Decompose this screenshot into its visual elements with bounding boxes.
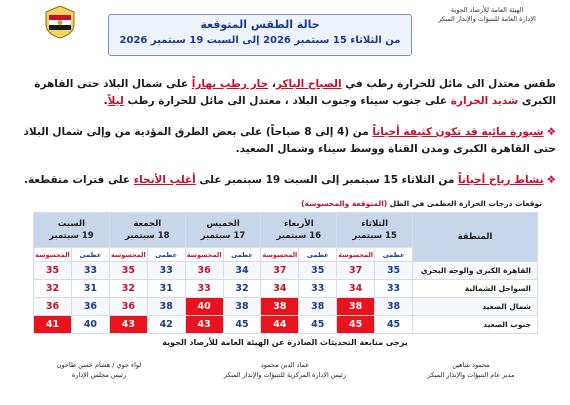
table-row — [34, 262, 538, 280]
max-temp-value: 45 — [223, 316, 261, 334]
felt-temp-value: 43 — [185, 316, 223, 334]
felt-temp-value: 37 — [261, 262, 299, 280]
day-name: السبت — [57, 219, 86, 229]
p1-text-7: على جنوب سيناء وجنوب البلاد ، معتدل الى مائل للحرارة رطب — [123, 95, 451, 107]
signature-right — [386, 360, 556, 380]
max-temp-value: 35 — [299, 262, 337, 280]
felt-temp-value: 36 — [109, 298, 147, 316]
p3-text-1: نشاط رياح أحياناً — [458, 174, 544, 186]
max-temp-label: عظمى — [375, 248, 413, 262]
max-temp-value: 33 — [299, 280, 337, 298]
max-temp-value: 33 — [71, 262, 109, 280]
max-temp-label: عظمى — [299, 248, 337, 262]
max-temp-value: 42 — [147, 316, 185, 334]
signer-name: عماد الدين محمود — [260, 361, 310, 369]
felt-temp-value: 35 — [34, 262, 72, 280]
max-temp-label: عظمى — [71, 248, 109, 262]
p3-text-3: أغلب الأنحاء — [133, 174, 196, 186]
bullet-icon: ❖ — [546, 126, 556, 138]
caption-highlight: (المتوقعة والمحسوسة) — [301, 199, 388, 208]
day-name: الثلاثاء — [361, 219, 388, 229]
felt-temp-value: 44 — [261, 316, 299, 334]
day-date: 19 سبتمبر — [49, 231, 94, 241]
day-date: 15 سبتمبر — [352, 231, 397, 241]
p2-text-2: من (4 إلى 8 صباحاً) على بعض الطرق المؤدية من وإلى شمال البلاد حتى القاهرة الكبرى ومدن القناة ووسط سيناء وشمال الصعيد. — [23, 126, 556, 155]
max-temp-value: 35 — [375, 262, 413, 280]
org-line-1: الهيئة العامة للأرصاد الجوية — [450, 6, 524, 14]
felt-temp-label: المحسوسة — [261, 248, 299, 262]
general-forecast-paragraph — [16, 76, 556, 110]
table-caption — [301, 199, 542, 208]
page-title: حالة الطقس المتوقعة — [200, 18, 320, 31]
day-header — [337, 213, 413, 248]
signer-name: لواء جوي / هشام حسن طاحون — [56, 361, 142, 369]
felt-temp-label: المحسوسة — [109, 248, 147, 262]
felt-temp-value: 33 — [185, 280, 223, 298]
day-header-row — [34, 213, 538, 248]
signer-name: محمود شاهين — [452, 361, 490, 369]
day-name: الأربعاء — [283, 219, 314, 229]
max-temp-value: 40 — [71, 316, 109, 334]
felt-temp-label: المحسوسة — [337, 248, 375, 262]
follow-updates-note: يرجى متابعة التحديثات الصادرة عن الهيئة العامة للأرصاد الجوية — [162, 338, 408, 347]
felt-temp-value: 43 — [109, 316, 147, 334]
fog-warning-paragraph — [16, 124, 556, 158]
max-temp-value: 38 — [299, 298, 337, 316]
felt-temp-value: 45 — [337, 316, 375, 334]
max-temp-value: 34 — [223, 262, 261, 280]
signer-title: مدير عام التنبؤات والإنذار المبكر — [427, 371, 515, 379]
signature-center — [200, 360, 370, 380]
p1-text-6: شديد الحرارة — [450, 95, 519, 107]
table-body — [34, 262, 538, 334]
felt-temp-label: المحسوسة — [34, 248, 72, 262]
temperature-table — [33, 212, 538, 334]
max-temp-value: 45 — [299, 316, 337, 334]
p1-text-9: . — [103, 95, 108, 107]
max-temp-value: 38 — [223, 298, 261, 316]
day-header — [109, 213, 185, 248]
max-temp-label: عظمى — [147, 248, 185, 262]
forecast-period: من الثلاثاء 15 سبتمبر 2026 إلى السبت 19 سبتمبر 2026 — [119, 35, 401, 46]
meteorology-logo-icon — [40, 4, 80, 40]
table-row — [34, 298, 538, 316]
felt-temp-value: 34 — [337, 280, 375, 298]
p1-text-2: الصباح الباكر — [275, 78, 342, 90]
p1-text-5: على شمال البلاد حتى القاهرة الكبرى — [34, 78, 556, 107]
bullet-icon: ❖ — [546, 174, 556, 186]
felt-temp-value: 37 — [337, 262, 375, 280]
region-name: السواحل الشمالية — [413, 280, 538, 298]
p2-text-1: شبورة مائية قد تكون كثيفة أحياناً — [372, 126, 544, 138]
felt-temp-value: 34 — [261, 280, 299, 298]
day-header — [261, 213, 337, 248]
table-row — [34, 316, 538, 334]
day-date: 17 سبتمبر — [200, 231, 246, 241]
max-temp-value: 31 — [147, 280, 185, 298]
max-temp-value: 32 — [223, 280, 261, 298]
felt-temp-value: 36 — [185, 262, 223, 280]
table-row — [34, 280, 538, 298]
day-header — [34, 213, 110, 248]
p1-text-1: طقس معتدل الى مائل للحرارة رطب في — [341, 78, 556, 90]
p1-text-3: ، — [268, 78, 276, 90]
signer-title: رئيس مجلس الإدارة — [71, 371, 127, 379]
caption-text: توقعات درجات الحرارة العظمى في الظل — [387, 199, 542, 208]
day-name: الخميس — [206, 219, 240, 229]
max-temp-value: 33 — [147, 262, 185, 280]
max-temp-value: 38 — [147, 298, 185, 316]
p1-text-8: ليلاً — [107, 95, 124, 107]
felt-temp-value: 38 — [337, 298, 375, 316]
felt-temp-value: 38 — [261, 298, 299, 316]
felt-temp-value: 32 — [109, 280, 147, 298]
region-header: المنطقة — [413, 213, 538, 262]
day-date: 16 سبتمبر — [276, 231, 322, 241]
org-line-2: الإدارة العامة للتنبؤات والإنذار المبكر — [438, 15, 536, 23]
day-name: الجمعة — [133, 219, 162, 229]
signer-title: رئيس الإدارة المركزية للتنبؤات والإنذار المبكر — [223, 371, 347, 379]
day-header — [185, 213, 261, 248]
max-temp-value: 45 — [375, 316, 413, 334]
organization-name — [412, 6, 562, 24]
wind-warning-paragraph — [16, 172, 556, 189]
max-temp-label: عظمى — [223, 248, 261, 262]
felt-temp-value: 32 — [34, 280, 72, 298]
max-temp-value: 31 — [71, 280, 109, 298]
felt-temp-label: المحسوسة — [185, 248, 223, 262]
max-temp-value: 33 — [375, 280, 413, 298]
title-box — [108, 14, 412, 56]
day-date: 18 سبتمبر — [124, 231, 170, 241]
p3-text-2: من الثلاثاء 15 سبتمبر إلى السبت 19 سبتمبر على — [195, 174, 458, 186]
felt-temp-value: 35 — [109, 262, 147, 280]
header — [0, 0, 570, 62]
felt-temp-value: 40 — [185, 298, 223, 316]
max-temp-value: 36 — [71, 298, 109, 316]
region-name: شمال الصعيد — [413, 298, 538, 316]
p3-text-4: على فترات متقطعة. — [23, 174, 134, 186]
felt-temp-value: 36 — [34, 298, 72, 316]
max-temp-value: 38 — [375, 298, 413, 316]
felt-temp-value: 41 — [34, 316, 72, 334]
signature-left — [14, 360, 184, 380]
region-name: جنوب الصعيد — [413, 316, 538, 334]
region-name: القاهرة الكبرى والوجه البحري — [413, 262, 538, 280]
p1-text-4: حار رطب نهاراً — [191, 78, 269, 90]
